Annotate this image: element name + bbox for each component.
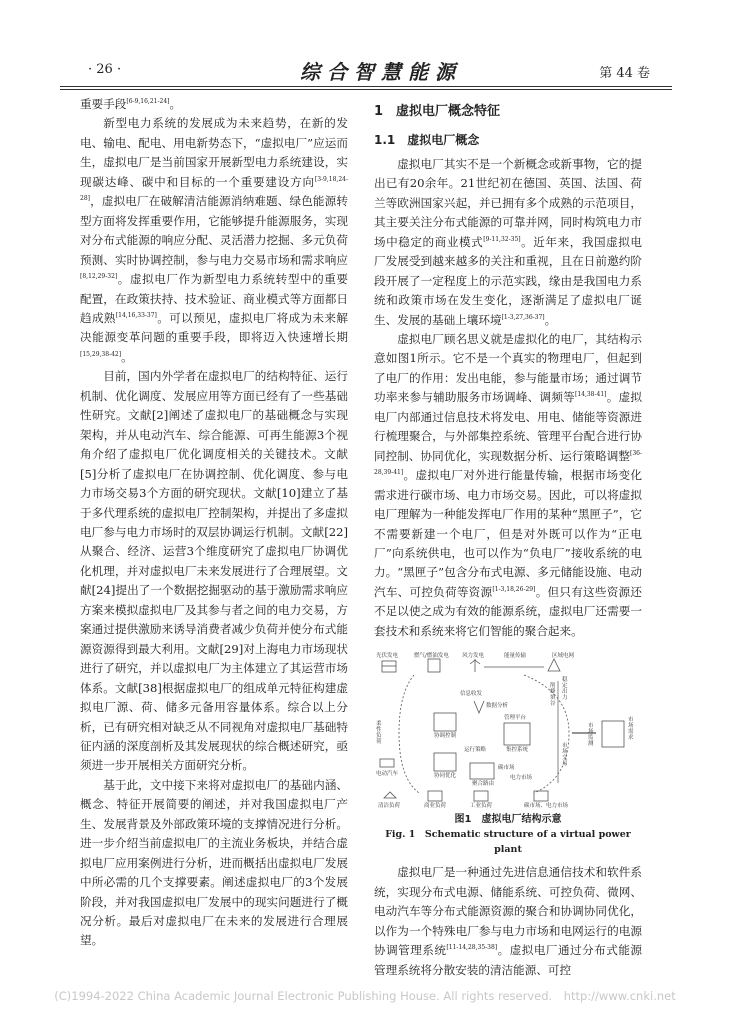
subsection-heading: 1.1 虚拟电厂概念 [374,133,480,148]
coordination-optimization-icon [434,753,456,771]
commercial-load-icon [428,791,442,801]
label-aggregate: 聚合路由 [472,781,495,788]
paragraph-continuation: 重要手段[6-9,16,21-24]。 [80,97,182,111]
paragraph-concept-history: 虚拟电厂其实不是一个新概念或新事物，它的提出已有20余年。21世纪初在德国、英国、法国、荷兰等欧洲国家兴起，并已拥有多个成熟的示范项目，其主要关注分布式能源的可靠并网，同时构筑电力市场中稳定的商业模式[9-11,32-35]。近年来，我国虚拟电厂发展受到越来越多的关注和重视，且在日前邀约阶段开展了一定程度上的示范实践，缘由是我国电力系统和政策市场在发生变化，逐渐满足了虚拟电厂诞生、发展的基础上壤环境[1-3,27,36-37]。 [374,156,642,327]
left-column [80,95,348,951]
paragraph-definition: 虚拟电厂是一种通过先进信息通信技术和软件系统，实现分布式电源、储能系统、可控负荷、微网、电动汽车等分布式能源资源的聚合和协调协同优化，以作为一个特殊电厂参与电力市场和电网运行的电源协调管理系统[11-14,28,35-38]。虚拟电厂通过分布式能源管理系统将分散安装的清洁能源、可控 [374,865,642,977]
figure-caption-en: Fig. 1 Schematic structure of a virtual power plant [385,829,631,856]
label-market-demand: 市场需求 [628,717,634,742]
section-heading: 1 虚拟电厂概念特征 [374,104,501,119]
label-power-mkt: 电力市场 [510,775,533,782]
label-coord-opt: 协同优化 [434,773,457,780]
paragraph-literature-review: 目前，国内外学者在虚拟电厂的结构特征、运行机制、优化调度、发展应用等方面已经有了一些基础性研究。文献[2]阐述了虚拟电厂的基础概念与实现架构，并从电动汽车、综合能源、可再生能源3个视角介绍了虚拟电厂优化调度相关的关键技术。文献[5]分析了虚拟电厂在协调控制、优化调度、参与电力市场交易3个方面的研究现状。文献[10]建立了基于多代理系统的虚拟电厂控制架构，并提出了多虚拟电厂参与电力市场时的双层协调运行机制。文献[22]从聚合、经济、运营3个维度研究了虚拟电厂协调优化机理，并对虚拟电厂未来发展进行了合理展望。文献[24]提出了一个数据挖掘驱动的基于激励需求响应方案来模拟虚拟电厂及其参与者之间的电力交易，方案通过提供激励来诱导消费者减少负荷并使分布式能源资源得到最大利用。文献[29]对上海电力市场现状进行了研究，并以虚拟电厂为主体建立了其运营市场体系。文献[38]根据虚拟电厂的组成单元特征构建虚拟电厂源、荷、储多元备用容量体系。综合以上分析，已有研究相对缺乏从不同视角对虚拟电厂基础特征内涵的深度剖析及其发展现状的综合概述研究，亟须进一步开展相关方面研究分析。 [80,369,348,773]
label-pv: 光伏发电 [376,653,399,660]
right-column [374,95,642,980]
figure-caption-cn: 图1 虚拟电厂结构示意 [454,814,562,826]
page-number: · 26 · [88,62,122,77]
page-header [60,56,672,86]
label-clean: 清洁负荷 [378,803,401,810]
ev-icon [380,759,394,767]
label-market-mon: 市场监测 [588,723,594,748]
label-mgmt: 管理平台 [504,715,527,722]
grid-tower-icon [548,659,560,671]
label-flex-load: 柔性负荷 [376,721,382,746]
structure-diagram [374,653,642,811]
signal-tower-icon [474,701,484,713]
label-ev: 电动汽车 [376,771,399,778]
carbon-power-market-icon [534,791,548,801]
market-icon [602,721,624,747]
label-peak-shave: 削峰填谷 [550,683,556,708]
header-rule [60,86,672,87]
label-carbon-power: 碳市场、电力市场 [524,803,569,810]
copyright-footer: (C)1994-2022 China Academic Journal Electronic Publishing House. All rights reserved. http://www.cnki.net [54,989,676,1003]
label-coord-ctrl: 协调控制 [434,733,457,740]
label-data-analysis: 数据分析 [486,703,509,710]
label-grid: 区域电网 [552,653,575,660]
label-strategy: 运行策略 [464,747,487,754]
label-commercial: 商业负荷 [424,803,447,810]
label-market-trade: 市场交易 [562,743,568,768]
label-info: 信息收发 [460,691,483,698]
industrial-load-icon [474,791,488,801]
coordination-control-icon [434,713,456,731]
volume-label: 第 44 卷 [599,66,650,81]
pv-icon [382,661,396,672]
clean-load-icon [384,792,396,798]
control-system-icon [504,723,530,745]
label-transmit: 能量传输 [504,653,527,660]
paragraph-concept-structure: 虚拟电厂顾名思义就是虚拟化的电厂，其结构示意如图1所示。它不是一个真实的物理电厂，但起到了电厂的作用：发出电能，参与能量市场；通过调节功率来参与辅助服务市场调峰、调频等[14,38-41]。虚拟电厂内部通过信息技术将发电、用电、储能等资源进行梳理聚合，与外部集控系统、管理平台配合进行协同控制、协同优化，实现数据分析、运行策略调整[36-28,39-41]。虚拟电厂对外进行能量传输，根据市场变化需求进行碳市场、电力市场交易。因此，可以将虚拟电厂理解为一种能发挥电厂作用的某种“黑匣子”，它不需要新建一个电厂，但是对外既可以作为“正电厂”向系统供电，也可以作为“负电厂”接收系统的电力。“黑匣子”包含分布式电源、多元储能设施、电动汽车、可控负荷等资源[1-3,18,26-29]。但只有这些资源还不足以使之成为有效的能源系统，虚拟电厂还需要一套技术和系统来将它们智能的聚合起来。 [374,331,642,638]
header-rule-thin [60,89,672,90]
label-industrial: 工业负荷 [470,803,493,810]
figure-1-diagram [374,653,642,811]
paragraph-outline: 基于此，文中接下来将对虚拟电厂的基础内涵、概念、特征开展简要的阐述，并对我国虚拟电厂产生、发展背景及外部政策环境的支撑情况进行分析。进一步介绍当前虚拟电厂的主流业务板块，并结合虚拟电厂应用案例进行分析，进而概括出虚拟电厂发展中所必需的几个支撑要素。阐述虚拟电厂的3个发展阶段，并对我国虚拟电厂发展中的现实问题进行了概况分析。最后对虚拟电厂在未来的发展进行合理展望。 [80,777,348,948]
label-carbon: 碳市场 [498,765,515,772]
gas-plant-icon [428,659,440,672]
label-wind: 风力发电 [462,653,485,660]
paragraph-new-power-system: 新型电力系统的发展成为未来趋势，在新的发电、输电、配电、用电新势态下，“虚拟电厂”应运而生，虚拟电厂是当前国家开展新型电力系统建设，实现碳达峰、碳中和目标的一个重要建设方向[3-9,18,24-28]，虚拟电厂在破解清洁能源消纳难题、绿色能源转型方面将发挥重要作用，它能够提升能源服务，实现对分布式能源的响应分配、灵活潜力挖掘、多元负荷预测、实时协调控制，参与电力交易市场和需求响应[8,12,29-32]。虚拟电厂作为新型电力系统转型中的重要配置，在政策扶持、技术验证、商业模式等方面都日趋成熟[14,16,33-37]。可以预见，虚拟电厂将成为未来解决能源变革问题的重要手段，即将迈入快速增长期[15,29,38-42]。 [80,116,348,364]
label-central: 集控系统 [506,747,529,754]
label-gas: 燃气/燃油发电 [414,653,449,660]
aggregation-router-icon [470,763,494,779]
label-stable-out: 稳定出力 [562,677,568,702]
journal-title: 综合智慧能源 [300,60,462,84]
